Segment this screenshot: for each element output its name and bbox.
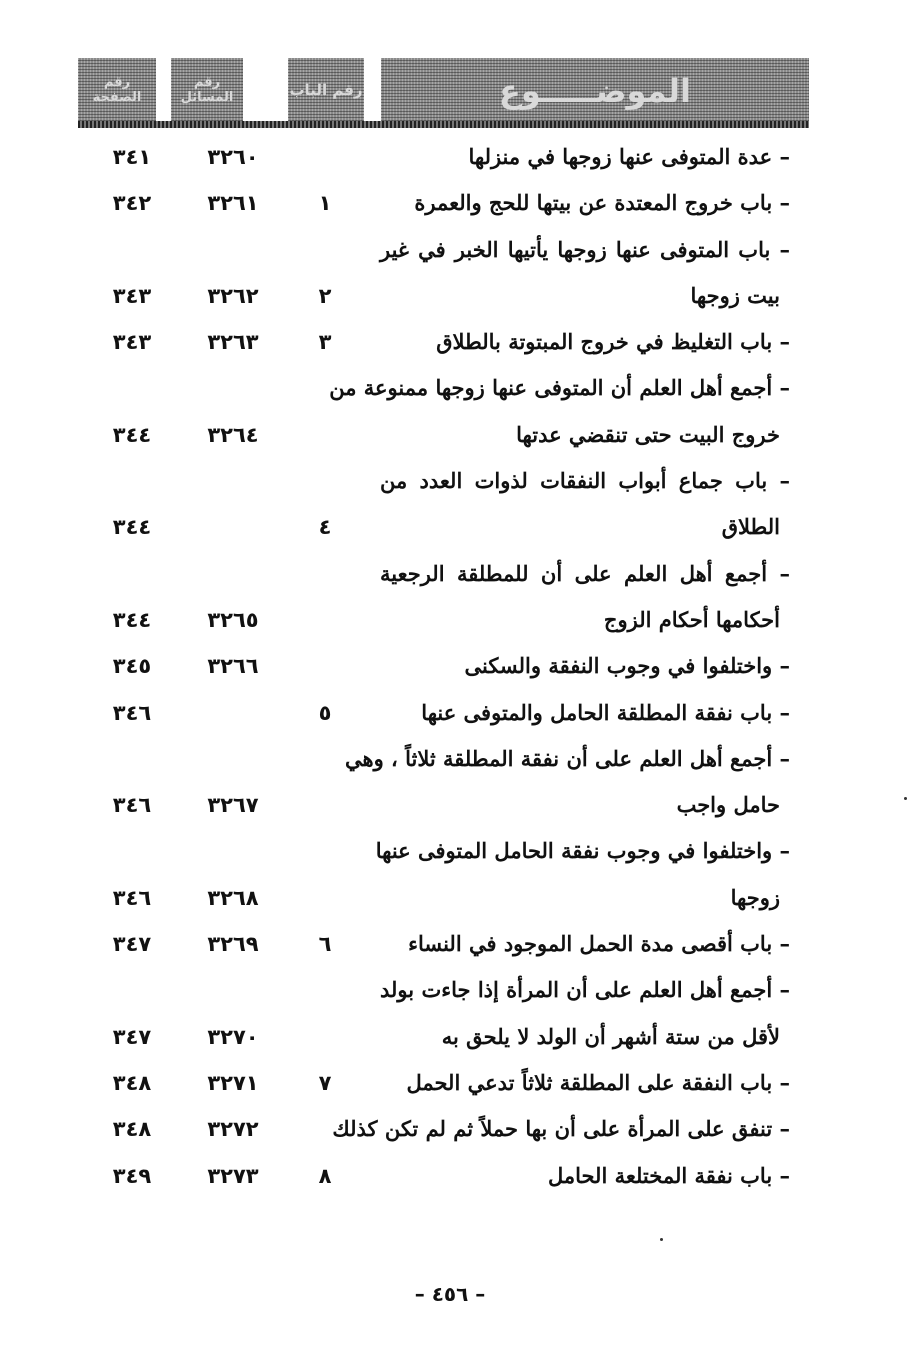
- row-topic: خروج البيت حتى تنقضي عدتها: [516, 421, 780, 447]
- table-row: [0, 319, 909, 365]
- row-chapter-number: ٥: [318, 700, 332, 725]
- speck: [660, 1238, 663, 1241]
- row-topic: – باب أقصى مدة الحمل الموجود في النساء: [408, 931, 790, 957]
- row-ijma-number: ٣٢٦٨: [207, 885, 259, 910]
- table-row: [0, 921, 909, 967]
- row-chapter-number: [300, 1014, 350, 1060]
- row-page-number: ٣٤٦: [112, 700, 152, 725]
- row-chapter-number: [300, 458, 350, 504]
- row-ijma-number: [188, 504, 278, 550]
- table-row: [0, 597, 909, 643]
- table-row: [0, 1060, 909, 1106]
- row-ijma-number: ٣٢٦٠: [207, 145, 259, 169]
- row-chapter-number: [300, 643, 350, 689]
- row-ijma-number: ٣٢٧٣: [207, 1163, 259, 1188]
- table-row: [0, 828, 909, 874]
- header-topic: الموضـــــوع: [381, 58, 809, 124]
- row-page-number: [92, 828, 172, 874]
- row-topic: أحكامها أحكام الزوج: [603, 606, 780, 632]
- row-ijma-number: ٣٢٧٠: [207, 1024, 259, 1049]
- header-ijma-number: رقم المسائل: [171, 58, 243, 124]
- row-ijma-number: [188, 828, 278, 874]
- row-page-number: ٣٤٤: [112, 607, 152, 632]
- row-chapter-number: [300, 365, 350, 411]
- row-chapter-number: ٦: [318, 932, 332, 957]
- row-page-number: ٣٤٨: [112, 1117, 152, 1142]
- row-page-number: ٣٤٧: [112, 1024, 152, 1049]
- row-ijma-number: [188, 551, 278, 597]
- row-chapter-number: [300, 967, 350, 1013]
- row-topic: – تنفق على المرأة على أن بها حملاً ثم لم تكن كذلك: [332, 1116, 790, 1142]
- row-topic: الطلاق: [721, 514, 780, 540]
- row-ijma-number: ٣٢٦٣: [207, 330, 259, 355]
- row-ijma-number: ٣٢٧٢: [207, 1117, 259, 1142]
- row-topic: حامل واجب: [676, 792, 780, 818]
- row-page-number: ٣٤٤: [112, 515, 152, 540]
- row-topic: – أجمع أهل العلم أن المتوفى عنها زوجها ممنوعة من: [329, 375, 790, 401]
- row-topic: – باب خروج المعتدة عن بيتها للحج والعمرة: [414, 190, 790, 216]
- speck: [904, 797, 907, 800]
- row-topic: – باب نفقة المطلقة الحامل والمتوفى عنها: [421, 699, 790, 725]
- row-chapter-number: ٨: [318, 1163, 332, 1188]
- row-topic: لأقل من ستة أشهر أن الولد لا يلحق به: [441, 1023, 780, 1049]
- row-ijma-number: [188, 458, 278, 504]
- row-chapter-number: [300, 551, 350, 597]
- row-page-number: [92, 458, 172, 504]
- table-row: [0, 1106, 909, 1152]
- row-page-number: ٣٤٩: [112, 1163, 152, 1188]
- row-ijma-number: ٣٢٦٧: [207, 793, 259, 818]
- table-row: [0, 736, 909, 782]
- table-row: [0, 875, 909, 921]
- row-page-number: ٣٤٦: [112, 885, 152, 910]
- table-row: [0, 782, 909, 828]
- table-row: [0, 227, 909, 273]
- row-page-number: ٣٤٦: [112, 793, 152, 818]
- row-topic: – أجمع أهل العلم على أن للمطلقة الرجعية: [380, 560, 790, 586]
- row-ijma-number: [188, 736, 278, 782]
- table-header: [78, 58, 809, 128]
- row-ijma-number: [188, 365, 278, 411]
- page-number: – ٤٥٦ –: [414, 1282, 486, 1306]
- row-chapter-number: [300, 134, 350, 180]
- row-page-number: ٣٤٨: [112, 1070, 152, 1095]
- row-ijma-number: ٣٢٦٢: [207, 283, 259, 308]
- row-topic: – أجمع أهل العلم على أن المرأة إذا جاءت بولد: [380, 977, 790, 1003]
- header-chapter: رقم الباب: [288, 58, 364, 124]
- table-row: [0, 551, 909, 597]
- table-row: [0, 134, 909, 180]
- index-table-body: [0, 134, 909, 1199]
- row-topic: – واختلفوا في وجوب نفقة الحامل المتوفى عنها: [375, 838, 790, 864]
- row-ijma-number: [188, 967, 278, 1013]
- row-ijma-number: ٣٢٦٦: [207, 654, 259, 679]
- table-row: [0, 180, 909, 226]
- row-topic: بيت زوجها: [690, 282, 780, 308]
- row-page-number: ٣٤٤: [112, 422, 152, 447]
- table-row: [0, 1014, 909, 1060]
- table-row: [0, 365, 909, 411]
- table-row: [0, 643, 909, 689]
- header-rule: [78, 121, 809, 128]
- row-chapter-number: [300, 227, 350, 273]
- row-chapter-number: ٧: [318, 1070, 332, 1095]
- row-topic: – باب التغليظ في خروج المبتوتة بالطلاق: [436, 329, 790, 355]
- row-page-number: [92, 551, 172, 597]
- row-page-number: ٣٤٥: [112, 654, 152, 679]
- row-page-number: [92, 227, 172, 273]
- row-ijma-number: ٣٢٧١: [207, 1070, 259, 1095]
- row-chapter-number: [300, 412, 350, 458]
- row-chapter-number: [300, 828, 350, 874]
- row-topic: – باب النفقة على المطلقة ثلاثاً تدعي الحمل: [406, 1069, 790, 1095]
- row-chapter-number: [300, 782, 350, 828]
- row-ijma-number: ٣٢٦٤: [207, 422, 259, 447]
- table-row: [0, 412, 909, 458]
- row-chapter-number: [300, 875, 350, 921]
- row-ijma-number: [188, 227, 278, 273]
- row-topic: – باب نفقة المختلعة الحامل: [547, 1162, 790, 1188]
- table-row: [0, 504, 909, 550]
- header-page-number: رقم الصفحة: [78, 58, 156, 124]
- row-chapter-number: [300, 736, 350, 782]
- row-ijma-number: [188, 690, 278, 736]
- row-page-number: ٣٤٧: [112, 932, 152, 957]
- row-topic: – واختلفوا في وجوب النفقة والسكنى: [464, 653, 790, 679]
- row-topic: – باب المتوفى عنها زوجها يأتيها الخبر في غير: [380, 236, 790, 262]
- row-page-number: [92, 365, 172, 411]
- row-topic: – باب جماع أبواب النفقات لذوات العدد من: [380, 468, 790, 494]
- row-page-number: [92, 736, 172, 782]
- row-page-number: ٣٤١: [112, 145, 152, 169]
- table-row: [0, 967, 909, 1013]
- table-row: [0, 690, 909, 736]
- row-chapter-number: ٣: [318, 330, 332, 355]
- row-chapter-number: [300, 1106, 350, 1152]
- row-topic: – أجمع أهل العلم على أن نفقة المطلقة ثلاثاً ، وهي: [345, 745, 790, 771]
- row-chapter-number: ٢: [318, 283, 332, 308]
- row-page-number: ٣٤٣: [112, 330, 152, 355]
- row-page-number: ٣٤٢: [112, 191, 152, 216]
- row-topic: – عدة المتوفى عنها زوجها في منزلها: [468, 144, 790, 169]
- row-page-number: [92, 967, 172, 1013]
- row-chapter-number: ٤: [318, 515, 332, 540]
- row-page-number: ٣٤٣: [112, 283, 152, 308]
- table-row: [0, 1153, 909, 1199]
- table-row: [0, 273, 909, 319]
- row-chapter-number: [300, 597, 350, 643]
- row-ijma-number: ٣٢٦٩: [207, 932, 259, 957]
- row-ijma-number: ٣٢٦١: [207, 191, 259, 216]
- table-row: [0, 458, 909, 504]
- row-chapter-number: ١: [318, 191, 332, 216]
- row-topic: زوجها: [730, 884, 780, 910]
- row-ijma-number: ٣٢٦٥: [207, 607, 259, 632]
